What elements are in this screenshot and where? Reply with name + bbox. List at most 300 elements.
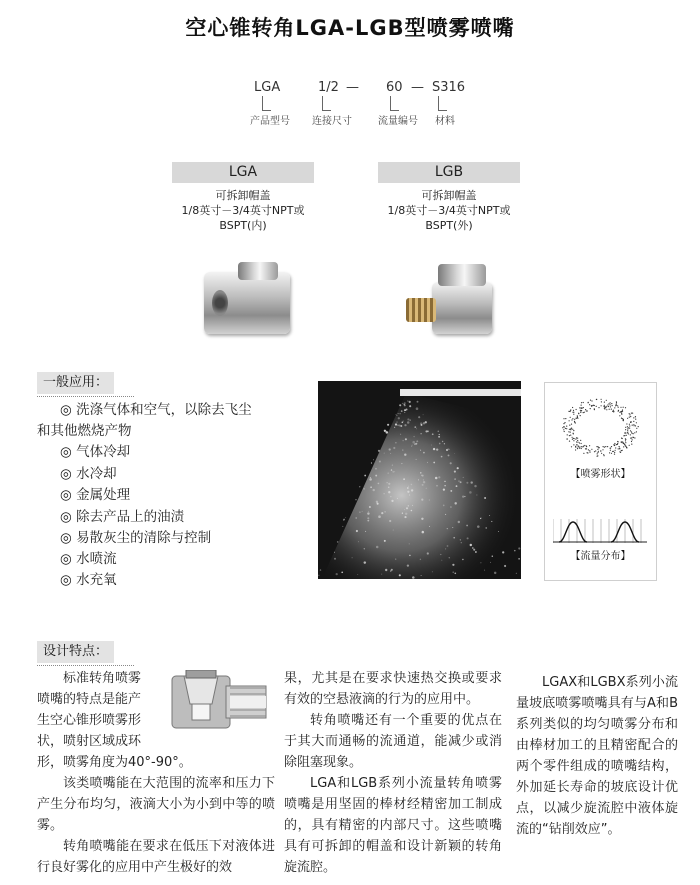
droplet bbox=[396, 421, 397, 422]
ring-droplet bbox=[622, 409, 623, 410]
droplet bbox=[444, 485, 445, 486]
code-model: LGA bbox=[254, 80, 281, 95]
droplet bbox=[420, 559, 421, 560]
ring-droplet bbox=[569, 441, 570, 442]
ring-droplet bbox=[629, 413, 630, 414]
droplet bbox=[411, 446, 412, 447]
droplet bbox=[423, 481, 425, 483]
droplet bbox=[401, 463, 402, 464]
ring-droplet bbox=[573, 433, 574, 434]
droplet bbox=[399, 404, 401, 406]
droplet bbox=[429, 499, 430, 500]
ring-droplet bbox=[633, 417, 634, 418]
droplet bbox=[365, 531, 366, 532]
droplet bbox=[466, 482, 468, 484]
variant-lgb-line: BSPT(外) bbox=[425, 219, 473, 232]
droplet bbox=[477, 525, 480, 528]
ring-droplet bbox=[569, 435, 570, 436]
ring-droplet bbox=[584, 412, 585, 413]
ring-droplet bbox=[597, 452, 598, 453]
ring-droplet bbox=[569, 425, 570, 426]
design-col3-p1: LGAX和LGBX系列小流量坡底喷雾喷嘴具有与A和B系列类似的均匀喷雾分布和由棒材加工的且精密配合的两个零件组成的喷嘴结构，外加延长寿命的坡底设计优点，以减少旋流腔中液体旋流的“钻削效应”。 bbox=[516, 675, 678, 837]
droplet bbox=[386, 431, 387, 432]
droplet bbox=[376, 501, 378, 503]
droplet bbox=[388, 483, 390, 485]
droplet bbox=[367, 512, 369, 514]
ring-droplet bbox=[633, 421, 634, 422]
ring-droplet bbox=[614, 407, 615, 408]
ring-droplet bbox=[619, 451, 620, 452]
droplet bbox=[463, 477, 464, 478]
droplet bbox=[370, 486, 372, 488]
droplet bbox=[403, 421, 404, 422]
variant-lgb-line: 1/8英寸－3/4英寸NPT或 bbox=[387, 204, 511, 217]
droplet bbox=[408, 505, 409, 506]
ring-droplet bbox=[631, 433, 632, 434]
droplet bbox=[492, 556, 493, 557]
ring-droplet bbox=[583, 412, 584, 413]
droplet bbox=[489, 515, 490, 516]
droplet bbox=[471, 481, 473, 483]
ring-droplet bbox=[576, 437, 577, 438]
droplet bbox=[407, 418, 409, 420]
ring-droplet bbox=[626, 423, 627, 424]
droplet bbox=[389, 448, 391, 450]
ring-droplet bbox=[567, 438, 568, 439]
droplet bbox=[408, 486, 409, 487]
droplet bbox=[371, 462, 372, 463]
droplet bbox=[359, 486, 360, 487]
droplet bbox=[454, 478, 456, 480]
variant-lga-line: BSPT(内) bbox=[219, 219, 267, 232]
droplet bbox=[336, 573, 338, 575]
droplet bbox=[405, 438, 407, 440]
lgb-nozzle-body bbox=[432, 282, 492, 334]
ring-droplet bbox=[570, 417, 571, 418]
droplet bbox=[447, 545, 449, 547]
droplet bbox=[363, 488, 364, 489]
ring-droplet bbox=[589, 452, 590, 453]
ring-droplet bbox=[626, 447, 627, 448]
droplet bbox=[444, 481, 445, 482]
droplet bbox=[407, 491, 409, 493]
ring-droplet bbox=[629, 428, 630, 429]
ring-droplet bbox=[588, 449, 589, 450]
droplet bbox=[443, 488, 445, 490]
droplet bbox=[391, 569, 393, 571]
ring-droplet bbox=[633, 437, 634, 438]
droplet bbox=[404, 509, 405, 510]
ring-droplet bbox=[597, 449, 598, 450]
droplet bbox=[367, 517, 369, 519]
ring-droplet bbox=[575, 447, 576, 448]
ring-droplet bbox=[615, 450, 616, 451]
ring-droplet bbox=[594, 451, 595, 452]
droplet bbox=[433, 462, 435, 464]
ring-droplet bbox=[623, 443, 624, 444]
droplet bbox=[357, 574, 358, 575]
droplet bbox=[439, 434, 440, 435]
droplet bbox=[355, 499, 356, 500]
ring-droplet bbox=[625, 440, 626, 441]
droplet bbox=[436, 485, 438, 487]
ring-droplet bbox=[594, 405, 595, 406]
ring-droplet bbox=[563, 418, 564, 419]
droplet bbox=[369, 478, 372, 481]
droplet bbox=[426, 488, 427, 489]
ring-droplet bbox=[596, 446, 597, 447]
ring-droplet bbox=[586, 448, 587, 449]
droplet bbox=[423, 479, 424, 480]
ring-droplet bbox=[608, 406, 609, 407]
droplet bbox=[473, 549, 475, 551]
ring-droplet bbox=[580, 415, 581, 416]
code-connector bbox=[262, 96, 271, 111]
ring-droplet bbox=[631, 421, 632, 422]
spray-cone-graphic bbox=[318, 381, 521, 579]
ring-droplet bbox=[625, 438, 626, 439]
droplet bbox=[404, 404, 405, 405]
ring-droplet bbox=[616, 402, 617, 403]
ring-droplet bbox=[619, 412, 620, 413]
droplet bbox=[409, 555, 411, 557]
droplet bbox=[425, 421, 427, 423]
ring-droplet bbox=[591, 400, 592, 401]
ring-droplet bbox=[569, 420, 570, 421]
ring-droplet bbox=[625, 442, 626, 443]
droplet bbox=[432, 571, 433, 572]
ring-droplet bbox=[598, 451, 599, 452]
droplet bbox=[445, 548, 446, 549]
ring-droplet bbox=[573, 440, 574, 441]
ring-droplet bbox=[596, 399, 597, 400]
droplet bbox=[376, 546, 379, 549]
variant-lga-line: 可拆卸帽盖 bbox=[215, 189, 271, 202]
droplet bbox=[445, 514, 446, 515]
list-item: ◎ 水喷流 bbox=[60, 551, 117, 567]
droplet bbox=[475, 551, 477, 553]
design-col2-p2: 转角喷嘴还有一个重要的优点在于其大而通畅的流通道，能减少或消除阻塞现象。 bbox=[284, 713, 502, 770]
droplet bbox=[417, 401, 419, 403]
droplet bbox=[415, 443, 417, 445]
droplet bbox=[449, 557, 450, 558]
droplet bbox=[438, 436, 440, 438]
droplet bbox=[416, 428, 417, 429]
ring-droplet bbox=[572, 418, 573, 419]
droplet bbox=[491, 521, 492, 522]
ring-droplet bbox=[564, 431, 565, 432]
ring-droplet bbox=[567, 434, 568, 435]
flow-distribution-label: 【流量分布】 bbox=[570, 551, 631, 562]
ring-droplet bbox=[575, 439, 576, 440]
ring-droplet bbox=[625, 433, 626, 434]
flow-distribution-chart bbox=[553, 519, 647, 543]
droplet bbox=[429, 526, 430, 527]
ring-droplet bbox=[590, 400, 591, 401]
droplet bbox=[404, 424, 406, 426]
droplet bbox=[484, 570, 485, 571]
lga-nozzle-cap bbox=[238, 262, 278, 280]
droplet bbox=[441, 560, 442, 561]
ring-droplet bbox=[614, 452, 615, 453]
droplet bbox=[368, 511, 369, 512]
ring-droplet bbox=[606, 406, 607, 407]
ring-droplet bbox=[635, 419, 636, 420]
ring-droplet bbox=[578, 446, 579, 447]
ring-droplet bbox=[580, 412, 581, 413]
droplet bbox=[518, 547, 520, 549]
droplet bbox=[395, 423, 397, 425]
ring-droplet bbox=[634, 425, 635, 426]
droplet bbox=[480, 517, 481, 518]
droplet bbox=[457, 467, 459, 469]
droplet bbox=[384, 540, 386, 542]
droplet bbox=[402, 449, 403, 450]
variant-lga-desc bbox=[143, 188, 343, 233]
droplet bbox=[420, 433, 421, 434]
applications-heading-text: 一般应用： bbox=[43, 375, 109, 390]
ring-droplet bbox=[579, 446, 580, 447]
ring-droplet bbox=[586, 446, 587, 447]
droplet bbox=[414, 426, 416, 428]
ring-droplet bbox=[620, 411, 621, 412]
droplet bbox=[394, 427, 395, 428]
droplet bbox=[452, 564, 454, 566]
droplet bbox=[431, 445, 432, 446]
variant-lgb-desc bbox=[349, 188, 549, 233]
ring-droplet bbox=[598, 407, 599, 408]
ring-droplet bbox=[571, 424, 572, 425]
droplet bbox=[514, 550, 516, 552]
droplet bbox=[384, 493, 385, 494]
droplet bbox=[425, 430, 427, 432]
droplet bbox=[453, 572, 454, 573]
ring-droplet bbox=[610, 402, 611, 403]
ring-droplet bbox=[597, 456, 598, 457]
ring-droplet bbox=[576, 418, 577, 419]
ring-droplet bbox=[624, 444, 625, 445]
ring-droplet bbox=[614, 443, 615, 444]
ring-droplet bbox=[579, 407, 580, 408]
ring-droplet bbox=[601, 401, 602, 402]
text-line: 状，喷射区域成环 bbox=[37, 734, 142, 749]
ring-droplet bbox=[610, 448, 611, 449]
droplet bbox=[343, 519, 345, 521]
ring-droplet bbox=[631, 437, 632, 438]
ring-droplet bbox=[566, 426, 567, 427]
ring-droplet bbox=[596, 406, 597, 407]
ring-droplet bbox=[630, 434, 631, 435]
ring-droplet bbox=[618, 410, 619, 411]
variant-lgb-line: 可拆卸帽盖 bbox=[421, 189, 477, 202]
ring-droplet bbox=[623, 446, 624, 447]
ring-droplet bbox=[564, 426, 565, 427]
list-item: ◎ 洗涤气体和空气，以除去飞尘 bbox=[60, 402, 252, 418]
ring-droplet bbox=[621, 413, 622, 414]
droplet bbox=[375, 475, 377, 477]
ring-droplet bbox=[636, 428, 637, 429]
ring-droplet bbox=[636, 422, 637, 423]
ring-droplet bbox=[590, 408, 591, 409]
ring-droplet bbox=[580, 440, 581, 441]
droplet bbox=[389, 520, 391, 522]
droplet bbox=[516, 573, 517, 574]
ring-droplet bbox=[625, 429, 626, 430]
ring-droplet bbox=[573, 430, 574, 431]
ring-droplet bbox=[577, 417, 578, 418]
design-col1-p2: 该类喷嘴能在大范围的流率和压力下产生分布均匀，液滴大小为小到中等的喷雾。 bbox=[37, 776, 275, 833]
droplet bbox=[454, 453, 455, 454]
ring-droplet bbox=[618, 407, 619, 408]
droplet bbox=[377, 503, 379, 505]
ring-droplet bbox=[588, 402, 589, 403]
ring-droplet bbox=[571, 446, 572, 447]
ring-droplet bbox=[629, 417, 630, 418]
droplet bbox=[472, 547, 474, 549]
ring-droplet bbox=[627, 418, 628, 419]
design-col1-p1 bbox=[37, 668, 175, 689]
ring-droplet bbox=[562, 427, 563, 428]
ring-droplet bbox=[572, 439, 573, 440]
droplet bbox=[452, 527, 453, 528]
ring-droplet bbox=[626, 435, 627, 436]
variant-lgb-header: LGB bbox=[378, 162, 520, 183]
ring-droplet bbox=[633, 433, 634, 434]
ring-droplet bbox=[574, 419, 575, 420]
droplet bbox=[404, 516, 406, 518]
droplet bbox=[388, 491, 390, 493]
droplet bbox=[456, 485, 458, 487]
ring-droplet bbox=[607, 446, 608, 447]
ring-droplet bbox=[589, 445, 590, 446]
droplet bbox=[450, 490, 452, 492]
droplet bbox=[397, 424, 399, 426]
ring-droplet bbox=[612, 405, 613, 406]
ring-droplet bbox=[609, 409, 610, 410]
ring-droplet bbox=[601, 453, 602, 454]
droplet bbox=[345, 517, 346, 518]
droplet bbox=[409, 543, 410, 544]
droplet bbox=[407, 421, 410, 424]
droplet bbox=[439, 443, 441, 445]
ring-droplet bbox=[627, 426, 628, 427]
text-line: 生空心锥形喷雾形 bbox=[37, 713, 142, 728]
droplet bbox=[438, 431, 440, 433]
ring-droplet bbox=[610, 406, 611, 407]
ring-droplet bbox=[623, 419, 624, 420]
droplet bbox=[407, 564, 409, 566]
ring-droplet bbox=[627, 428, 628, 429]
ring-droplet bbox=[595, 450, 596, 451]
ring-droplet bbox=[631, 444, 632, 445]
droplet bbox=[399, 574, 401, 576]
design-col2-p3: LGA和LGB系列小流量转角喷雾喷嘴是用坚固的棒材经精密加工制成的，具有精密的内部尺寸。这些喷嘴具有可拆卸的帽盖和设计新颖的转角旋流腔。 bbox=[284, 776, 502, 875]
ring-droplet bbox=[573, 410, 574, 411]
droplet bbox=[421, 518, 423, 520]
droplet bbox=[407, 487, 409, 489]
ring-droplet bbox=[565, 418, 566, 419]
ring-droplet bbox=[616, 405, 617, 406]
ring-droplet bbox=[629, 445, 630, 446]
droplet bbox=[378, 450, 380, 452]
text-line: 标准转角喷雾 bbox=[63, 671, 142, 686]
droplet bbox=[404, 402, 406, 404]
ring-droplet bbox=[582, 446, 583, 447]
droplet bbox=[398, 413, 399, 414]
ring-droplet bbox=[621, 442, 622, 443]
droplet bbox=[367, 520, 369, 522]
ring-droplet bbox=[577, 415, 578, 416]
label-model: 产品型号 bbox=[250, 116, 290, 127]
ring-droplet bbox=[631, 413, 632, 414]
ring-droplet bbox=[600, 450, 601, 451]
ring-droplet bbox=[631, 431, 632, 432]
droplet bbox=[460, 481, 462, 483]
list-item: ◎ 气体冷却 bbox=[60, 444, 131, 460]
droplet bbox=[433, 448, 435, 450]
ring-droplet bbox=[610, 450, 611, 451]
ring-droplet bbox=[571, 419, 572, 420]
ring-droplet bbox=[615, 447, 616, 448]
droplet bbox=[402, 422, 404, 424]
design-column-3 bbox=[516, 672, 678, 840]
design-heading bbox=[37, 641, 114, 663]
ring-droplet bbox=[602, 449, 603, 450]
droplet bbox=[467, 537, 469, 539]
droplet bbox=[485, 527, 486, 528]
label-flow: 流量编号 bbox=[378, 116, 418, 127]
ring-droplet bbox=[606, 409, 607, 410]
droplet bbox=[504, 565, 506, 567]
droplet bbox=[404, 409, 405, 410]
droplet bbox=[442, 441, 443, 442]
ring-droplet bbox=[635, 425, 636, 426]
ring-droplet bbox=[597, 453, 598, 454]
ring-droplet bbox=[576, 409, 577, 410]
ring-droplet bbox=[618, 448, 619, 449]
droplet bbox=[334, 558, 336, 560]
ring-droplet bbox=[629, 414, 630, 415]
droplet bbox=[375, 468, 377, 470]
ring-droplet bbox=[583, 407, 584, 408]
droplet bbox=[406, 507, 408, 509]
droplet bbox=[413, 436, 414, 437]
droplet bbox=[420, 472, 421, 473]
ring-droplet bbox=[628, 427, 629, 428]
droplet bbox=[421, 475, 422, 476]
ring-droplet bbox=[613, 451, 614, 452]
ring-droplet bbox=[572, 429, 573, 430]
ring-droplet bbox=[604, 402, 605, 403]
droplet bbox=[469, 491, 472, 494]
code-size: 1/2 bbox=[318, 80, 339, 95]
ring-droplet bbox=[565, 428, 566, 429]
droplet bbox=[423, 414, 424, 415]
ring-droplet bbox=[581, 410, 582, 411]
droplet bbox=[453, 537, 455, 539]
ring-droplet bbox=[568, 411, 569, 412]
ring-droplet bbox=[634, 432, 635, 433]
ring-droplet bbox=[570, 410, 571, 411]
droplet bbox=[422, 484, 424, 486]
lgb-nozzle-thread bbox=[406, 298, 436, 322]
droplet bbox=[470, 544, 472, 546]
ring-droplet bbox=[633, 424, 634, 425]
droplet bbox=[403, 478, 405, 480]
droplet bbox=[356, 530, 358, 532]
droplet bbox=[404, 412, 405, 413]
ring-droplet bbox=[573, 412, 574, 413]
